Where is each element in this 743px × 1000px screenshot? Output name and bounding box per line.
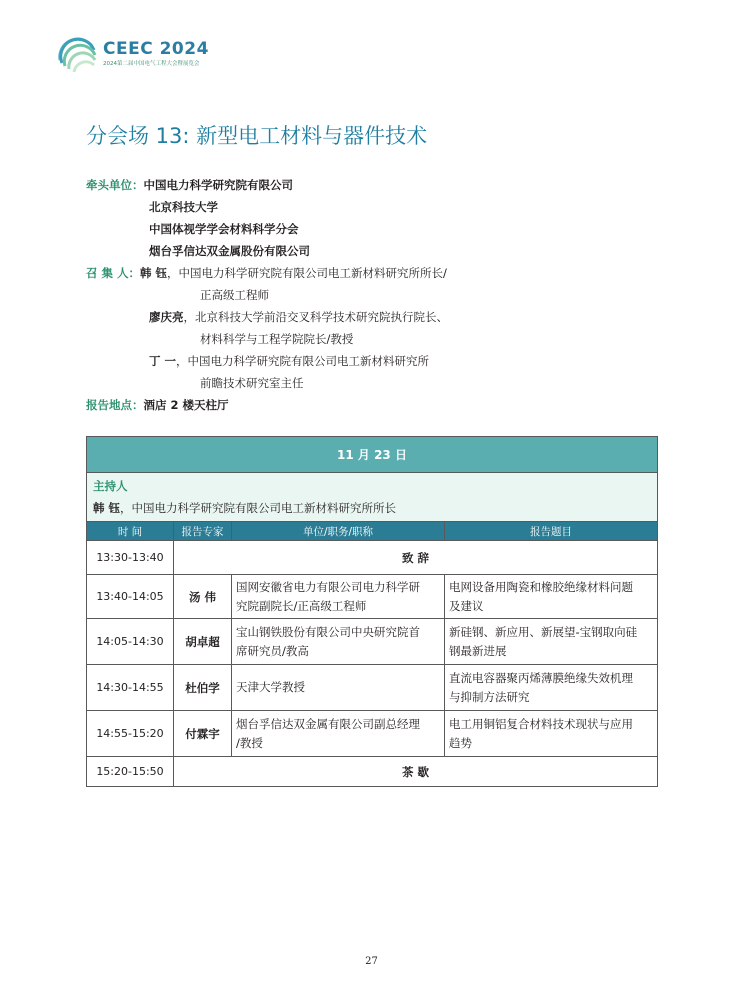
affiliation-line: 天津大学教授 [236,680,305,694]
affiliation-cell [232,575,445,619]
time-cell: 14:30-14:55 [87,665,174,711]
speaker-cell: 汤 伟 [174,575,232,619]
affiliation-line: 宝山钢铁股份有限公司中央研究院首 [236,624,420,639]
topic-line: 趋势 [449,735,472,750]
ceec-logo-icon [56,34,100,74]
organizer-row-1 [86,178,293,192]
organizer-item: 中国电力科学研究院有限公司 [143,178,293,192]
time-cell: 13:30-13:40 [87,541,174,575]
time-cell: 14:05-14:30 [87,619,174,665]
convener-label: 召 集 人： [86,266,141,280]
speaker-cell: 杜伯学 [174,665,232,711]
affiliation-line: 究院副院长/正高级工程师 [236,598,367,613]
time-cell: 15:20-15:50 [87,757,174,787]
speaker-cell: 胡卓超 [174,619,232,665]
convener-desc: ，中国电力科学研究院有限公司电工新材料研究所 [176,354,430,368]
affiliation-cell [232,665,445,711]
convener-desc: ，中国电力科学研究院有限公司电工新材料研究所所长/ [167,266,447,280]
host-label: 主持人 [93,479,128,493]
organizer-label: 牵头单位： [86,178,144,192]
logo-name: CEEC 2024 [103,39,209,59]
table-row [87,619,658,665]
column-header-affiliation: 单位/职务/职称 [232,522,445,541]
affiliation-cell [232,711,445,757]
table-row [87,711,658,757]
convener-row-3 [149,354,429,368]
column-header-topic: 报告题目 [445,522,658,541]
convener-row-1 [86,266,447,280]
schedule-table [86,436,658,787]
speaker-cell: 付霖宇 [174,711,232,757]
organizer-item: 烟台孚信达双金属股份有限公司 [149,244,310,258]
topic-cell [445,711,658,757]
tea-break: 茶 歇 [174,757,658,787]
column-header-time: 时 间 [87,522,174,541]
time-cell: 13:40-14:05 [87,575,174,619]
logo-subtitle: 2024第二届中国电气工程大会暨展览会 [103,61,200,67]
host-desc: ，中国电力科学研究院有限公司电工新材料研究所所长 [120,501,397,515]
convener-desc: 正高级工程师 [200,288,269,302]
affiliation-line: 席研究员/教高 [236,643,309,658]
affiliation-line: 国网安徽省电力有限公司电力科学研 [236,579,420,594]
table-row [87,665,658,711]
convener-name: 丁 一 [149,354,177,368]
column-header-speaker: 报告专家 [174,522,232,541]
topic-cell [445,665,658,711]
venue-value: 酒店 2 楼天柱厅 [143,398,229,412]
convener-desc: 材料科学与工程学院院长/教授 [200,332,354,346]
topic-line: 电网设备用陶瓷和橡胶绝缘材料问题 [449,579,633,594]
venue-row [86,398,229,412]
convener-row-2 [149,310,448,324]
convener-name: 廖庆亮 [149,310,184,324]
convener-desc: ，北京科技大学前沿交叉科学技术研究院执行院长、 [183,310,448,324]
topic-line: 及建议 [449,598,484,613]
column-header-row [87,522,658,541]
organizer-item: 北京科技大学 [149,200,218,214]
topic-cell [445,575,658,619]
topic-line: 直流电容器聚丙烯薄膜绝缘失效机理 [449,670,633,685]
host-cell [87,473,658,522]
ceec-logo [56,34,256,76]
table-row-opening [87,541,658,575]
topic-line: 新硅钢、新应用、新展望-宝钢取向硅 [449,624,638,639]
table-row-break [87,757,658,787]
page-title: 分会场 13: 新型电工材料与器件技术 [86,124,428,148]
schedule-date: 11 月 23 日 [87,437,658,473]
time-cell: 14:55-15:20 [87,711,174,757]
convener-name: 韩 钰 [140,266,168,280]
topic-line: 钢最新进展 [449,643,507,658]
organizer-item: 中国体视学学会材料科学分会 [149,222,299,236]
convener-desc: 前瞻技术研究室主任 [200,376,304,390]
venue-label: 报告地点： [86,398,144,412]
topic-line: 与抑制方法研究 [449,689,530,704]
host-name: 韩 钰 [93,501,121,515]
affiliation-cell [232,619,445,665]
topic-line: 电工用铜铝复合材料技术现状与应用 [449,716,633,731]
topic-cell [445,619,658,665]
affiliation-line: /教授 [236,735,263,750]
opening-remarks: 致 辞 [174,541,658,575]
page-number: 27 [365,956,378,967]
affiliation-line: 烟台孚信达双金属有限公司副总经理 [236,716,420,731]
table-row [87,575,658,619]
